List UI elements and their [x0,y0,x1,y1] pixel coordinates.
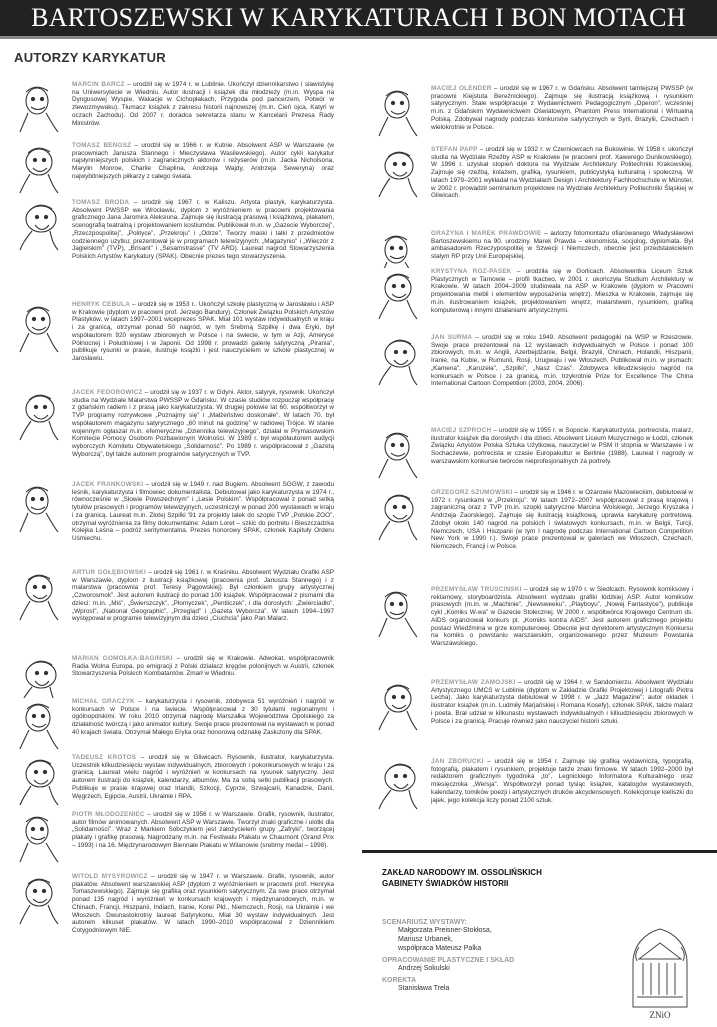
author-bio [431,334,693,388]
credit-label: SCENARIUSZ WYSTAWY: [382,919,467,926]
author-name: JACEK FRANKOWSKI [72,481,144,488]
caricature-thumbnail [14,700,64,750]
author-name: TOMASZ BENGSZ [72,142,132,149]
caricature-thumbnail [14,571,64,621]
author-bio [431,489,693,551]
author-bio [72,811,334,850]
credit-value: współpraca Mateusz Palka [398,945,482,952]
caricature-thumbnail [373,429,423,479]
author-bio-text: – urodził się w 1967 r. w Gdańsku. Absolwent tamtejszej PWSSP (w pracowni Kiejstuta Bereźnickiego). Zajmuje się ilustracją książkową i rysunkiem satyrycznym. Stale współpracuje z Wydawnictwem Pedagogicznym „Operon”, wcześniej m.in. z Gdańskim Wydawnictwem Oświatowym, Phantom Press International i Wirtualną Polską. Zdobywał nagrody podczas konkursów satyrycznych w Syrii, Brazylii, Czechach i wielokrotnie w Polsce. [431,85,693,131]
author-bio [431,758,693,804]
institution-name [382,867,542,889]
credit-value: Mariusz Urbanek, [398,936,453,943]
author-entry [373,427,693,489]
author-bio-text: – urodziła się w Gorlicach. Absolwentka Liceum Sztuk Plastycznych w Tarnowie – profil tkactwo, w 2001 r. ukończyła Studium Architektury w Krakowie. W latach 2004–2009 studiowała na ASP w Krakowie (dyplom w Pracowni projektowania mebli i elementów wyposażenia wnętrz). Mieszka w Krakowie, zajmuje się m.in. ilustrowaniem książek, projektowaniem wnętrz, malarstwem, rysunkiem, grafiką komputerową i innymi działaniami artystycznymi. [431,268,693,314]
author-entry [14,301,334,389]
author-entry [14,481,334,569]
author-bio [72,389,334,458]
author-entry [14,199,334,301]
author-bio [72,81,334,127]
author-bio-text: – urodził się w Krakowie. Adwokat, współpracownik Radia Wolna Europa, po emigracji z Polski działacz kręgów polonijnych w Austrii, członek Stowarzyszenia Polskich Kombatantów. Zmarł w Wiedniu. [72,655,334,678]
right-column [373,85,693,824]
author-name: MICHAŁ GRACZYK [72,698,135,705]
author-bio-text: – urodził się w 1932 r. w Czerniowcach na Bukowinie. W 1958 r. ukończył studia na Wydziale Rzeźby ASP w Krakowie (w pracowni prof. Xawerego Dunikowskiego). W 1996 r. uzyskał stopień doktora na Wydziale Architektury Politechniki Krakowskiej. Zajmuje się rzeźbą, kolażem, grafiką, rysunkiem, publicystyką kulturalną i społeczną. W latach 1979–2001 wykładał na Wydziałach Design i Architektury Fachhochschule w Münster, w 2002 r. prowadził seminarium projektowe na Wydziale Architektury Politechniki Śląskiej w Gliwicach. [431,146,693,200]
author-bio-text: – urodził się w 1974 r. w Lublinie. Ukończył dziennikarstwo i slawistykę na Uniwersytecie w Wiedniu. Autor ilustracji i książek dla młodzieży (m.in. Wyspa na Dyngusowej Wyspie, Wakacje w Cichopłakach, Przygoda pod pancerzem, Potwór w zlewozmywaku). Tłumacz książek z zakresu historii najnowszej (m.in. Cień ojca, Katyń w oczach Zachodu). Od 2007 r. doradca sekretarza stanu w Kancelarii Prezesa Rady Ministrów. [72,81,334,127]
author-bio-text: – urodził się w 1956 r. w Warszawie. Grafik, rysownik, ilustrator, autor filmów animowanych. Absolwent ASP w Warszawie. Tworzył znaki graficzne i ulotki dla „Solidarności”. Wraz z Markiem Sobczykiem jest założycielem grupy „Zafryki”, tworzącej plakaty i grafikę prasową. Nagrodzany m.in. na Festiwalu Plakatu w Chaumont (Grand Prix – 1993) i na 16. Międzynarodowym Biennale Plakatu w Wilanowie (srebrny medal – 1998). [72,811,334,849]
author-name: MARIAN GOMÓŁKA-BAGIŃSKI [72,655,173,662]
author-bio-text: – urodził się w 1949 r. nad Bugiem. Absolwent SGGW, z zawodu leśnik, karykaturzysta i filmowiec dokumentalista. Debiutował jako karykaturzysta w 1974 r., równocześnie w „Słowie Powszechnym” i „Lesie Polskim”. Współpracował z ponad setką tytułów prasowych i programów telewizyjnych, uczestniczył w ponad 200 wystawach w kraju i za granicą. Laureat m.in. Złotej Szpilki '91 za projekty lalek do szopki TVP „Polskie ZOO”, otrzymał wyróżnienia za filmy dokumentalne: Adam Loret – szkic do portretu i Bieszczadzka Kolejka Leśna – podróż sentymentalna. Prezes honorowy SPAK, członek Kapituły Orderu Uśmiechu. [72,481,334,542]
institution-line-2: GABINETY ŚWIADKÓW HISTORII [382,879,509,888]
caricature-thumbnail [14,391,64,441]
author-entry [14,389,334,481]
author-bio [431,427,693,466]
banner-title: BARTOSZEWSKI W KARYKATURACH I BON MOTACH [31,3,686,32]
caricature-thumbnail [373,148,423,198]
credit-value: Andrzej Sokulski [398,965,450,972]
author-name: GRZEGORZ SZUMOWSKI [431,489,513,496]
author-entry [373,146,693,230]
author-bio-text: – urodził się w roku 1949. Absolwent pedagogiki na WSP w Rzeszowie. Swoje prace prezentował na 12 wystawach indywidualnych w Polsce i ponad 100 zbiorowych, m.in. w Anglii, Azerbejdżanie, Belgii, Brazylii, Chinach, Holandii, Hiszpanii, Iranie, na Kubie, w Rumunii, Rosji, Urugwaju i we Włoszech. Publikował m.in. w pismach: „Kamena”, „Karuzela”, „Szpilki”, „Nasz Czas”. Zdobywca kilkudziesięciu nagród na konkursach w Polsce i za granicą, m.in. trzykrotnie Prize for Excellence The China International Cartoon Competition (2003, 2004, 2006). [431,334,693,388]
author-bio [431,146,693,200]
author-entry [14,142,334,199]
author-entry [373,679,693,758]
caricature-thumbnail [14,201,64,251]
caricature-thumbnail [14,144,64,194]
author-bio-text: – karykaturzysta i rysownik, zdobywca 51 wyróżnień i nagród w konkursach w Polsce i na świecie. Współpracował z 30 tytułami regionalnymi i ogólnopolskimi. W roku 2010 otrzymał nagrodę Marszałka Województwa Opolskiego za działalność twórczą i jako animator kultury. Swoje prace prezentował na wystawach w ponad 40 krajach świata. Otrzymał Małego Eryka oraz honorową odznakę Zasłużony dla SPAK. [72,698,334,736]
author-bio-text: – urodził się w 1946 r. w Ożarowie Mazowieckim, debiutował w 1972 r. rysunkami w „Przekroju”. W latach 1972–2007 współpracował z prasą krajową i zagraniczną oraz z TVP (m.in. szopki satyryczne Marcina Wolskiego, Jerzego Kryszaka i Andrzeja Zaorskiego). Zajmuje się ilustracją książkową, uprawia karykaturę portretową. Zdobył około 140 nagród na polskich i światowych konkursach, m.in. w Belgii, Turcji, Niemczech, USA i Hiszpanii (w tym I nagrodę podczas International Cartoon Competition New York w 1990 r.). Swoje prace prezentował w galeriach we Włoszech, Czechach, Niemczech, Francji i w Polsce. [431,489,693,550]
author-bio [72,698,334,737]
author-name: MACIEJ OLENDER [431,85,492,92]
author-bio [431,230,693,261]
caricature-thumbnail [373,491,423,541]
author-bio-text: – autorzy fotomontażu ofiarowanego Władysławowi Bartoszewskiemu na 90. urodziny. Marek Prawda – ekonomista, socjolog, dyplomata. Był ambasadorem Rzeczypospolitej w Szwecji i Niemczech, obecnie jest przedstawicielem stałym RP przy Unii Europejskiej. [431,230,693,261]
caricature-thumbnail [14,83,64,133]
caricature-thumbnail [14,483,64,533]
author-entry [373,489,693,586]
credit-value: Stanisława Trela [398,985,450,992]
caricature-thumbnail [373,681,423,731]
author-bio [72,569,334,623]
caricature-thumbnail [14,657,64,698]
caricature-thumbnail [373,87,423,137]
author-entry [373,758,693,824]
credit-value: Małgorzata Preisner-Stokłosa, [398,927,492,934]
author-name: MACIEJ SZPROCH [431,427,492,434]
left-column [14,81,334,949]
author-bio [72,301,334,363]
caricature-thumbnail [373,232,423,268]
credit-label: KOREKTA [382,977,417,984]
author-bio-text: – urodził się w 1937 r. w Gdyni. Aktor, satyryk, rysownik. Ukończył studia na Wydziale Malarstwa PWSSP w Gdańsku. W czasie studiów rozpoczął współpracę z gdańskim radiem i z prasą jako karykaturzysta. W drugiej połowie lat 60. współtworzył w TVP programy rozrywkowe „Poznajmy się” i „Małżeństwo doskonałe”. W latach 70. był współautorem magazynu satyrycznego „60 minut na godzinę” w radiowej Trójce. W stanie wojennym ogłaszał m.in. efemeryczne „Dziennika telewizyjnego”, działał w Prymasowskim Komitecie Pomocy Osobom Pozbawionym Wolności. W 1989 r. był współautorem audycji wyborczych Komitetu Obywatelskiego „Solidarność”. Po 1989 r. współpracował z „Gazetą Wyborczą”, był także autorem programów satyrycznych w TVP. [72,389,334,458]
author-entry [373,586,693,679]
author-entry [373,334,693,427]
author-bio [72,655,334,678]
author-bio-text: – urodził się w 1954 r. Zajmuje się grafiką wydawniczą, typografią, fotografią, plakatem i rysunkiem, projektuje także znaki firmowe. W latach 1992–2000 był redaktorem graficznym tygodnika „to”, Legnickiego Informatora Kulturalnego oraz miesięcznika „Wersja”. Współtworzył ponad tysiąc książek, katalogów wystawowych, kalendarzy, tomików poezji i artystycznych druków akcydensowych. Kolekcjonuje kieliszki do jajek, jego kolekcja liczy ponad 2100 sztuk. [431,758,693,804]
author-entry [14,81,334,142]
author-name: PIOTR MŁODOŻENIEC [72,811,145,818]
caricature-thumbnail [373,760,423,810]
author-bio [72,199,334,261]
author-bio-text: – urodził się w 1966 r. w Kutnie. Absolwent ASP w Warszawie (w pracowniach Janusza Stannego i Mieczysława Wasilewskiego). Autor cykli karykatur najsłynniejszych polskich i zagranicznych aktorów i reżyserów (m.in. Jacka Nicholsona, Marylin Monroe, Charlie Chaplina, Andrzeja Wajdy, Andrzeja Sewerynа) oraz najwybitniejszych piłkarzy z całego świata. [72,142,334,180]
author-name: JAN SURMA [431,334,473,341]
author-bio-text: – urodził się w 1953 r.. Ukończył szkołę plastyczną w Jarosławiu i ASP w Krakowie (dyplom w pracowni prof. Jerzego Bandury). Członek Związku Polskich Artystów Plastyków, w latach 1997–2001 wiceprezes SPAK. Miał 101 wystaw indywidualnych w kraju i za granicą, otrzymał ponad 50 nagród, w tym Srebrną Szpilkę i dwa Eryki, był współautorem 920 wystaw zbiorowych w Polsce i na świecie, w tym w Azji, Ameryce Północnej i Południowej i w Japonii. Od 1998 r. prowadzi galerię satyryczną „Pirania”, publikuje rysunki w prasie, ilustruje książki i jest nauczycielem w szkole plastycznej w Jarosławiu. [72,301,334,362]
caricature-thumbnail [373,270,423,320]
author-name: JAN ZBORUCKI [431,758,484,765]
caricature-thumbnail [14,303,64,353]
caricature-thumbnail [373,336,423,386]
ossolineum-logo [625,923,695,1023]
author-entry [14,873,334,949]
logo-text: ZNiO [649,1010,671,1020]
author-bio [431,85,693,131]
author-bio-text: – urodził się 1961 r. w Kraśniku. Absolwent Wydziału Grafiki ASP w Warszawie, dyplom z ilustracji książkowej (pracownia prof. Janusza Stannego) i z malarstwa (pracownia prof. Teresy Pągowskiej). Był członkiem grupy artystycznej „Czworosmok”. Jest autorem ilustracji do ponad 100 książek. Współpracował z pismami dla dzieci: m.in. „Miś”, „Świerszczyk”, „Płomyczek”, „Pentliczek”, i dla dorosłych: „Zwierciadło”, „Wprost”, „National Geographic”, „Przegląd” i „Gazeta Wyborcza”. W latach 1994–1997 występował w programie telewizyjnym dla dzieci „Ciuchcia” jako Pan Malarz. [72,569,334,623]
author-entry [373,230,693,268]
author-bio [72,481,334,543]
institution-line-1: ZAKŁAD NARODOWY IM. OSSOLIŃSKICH [382,868,542,877]
caricature-thumbnail [14,756,64,806]
author-bio-text: – urodził się w Gliwicach. Rysownik, ilustrator, karykaturzysta. Uczestnik kilkudziesięciu wystaw indywidualnych, zbiorowych i pokonkursowych w kraju i za granicą. Laureat wielu nagród i wyróżnień w konkursach na rysunek satyryczny. Jest autorem ilustracji do książek, kalendarzy, albumów. Ma za sobą setki publikacji prasowych. Publikuje w prasie krajowej oraz Irlandii, Szkocji, Cyprze, Szwajcarii, Kanadzie, Danii, Węgrzech, Egipcie, Austrii, Ukrainie i RPA. [72,754,334,800]
caricature-thumbnail [14,875,64,925]
author-entry [373,268,693,334]
author-bio [431,586,693,648]
author-entry [14,754,334,811]
author-name: ARTUR GOŁĘBIOWSKI [72,569,146,576]
author-bio [72,142,334,181]
author-name: TADEUSZ KROTOS [72,754,137,761]
author-bio-text: – urodził się w 1970 r. w Siedlcach. Rysownik komiksowy i reklamowy, storyboardzista. Absolwent wydziału grafiki łódzkiej ASP. Autor komiksów prasowych (m.in. w „Machinie”, „Newsweeku”, „Playboyu”, „Nowej Fantastyce”), publikuje cykl „Komiks W-wa” w Gazecie Stołecznej. W 2000 r. współtwórca Krajowego Centrum ds. AIDS organizował konkurs pt. „Komiks kontra AIDS”. Jest autorem graficznego projektu postaci Wiedźmina w grze komputerowej. Obecnie jest dyrektorem artystycznym Konkursu na komiks o powstaniu warszawskim, organizowanego przez Muzeum Powstania Warszawskiego. [431,586,693,647]
page-banner [0,0,717,36]
author-entry [14,811,334,873]
author-name: STEFAN PAPP [431,146,478,153]
author-name: HENRYK CEBULA [72,301,131,308]
author-entry [14,698,334,754]
author-entry [14,655,334,698]
author-name: PRZEMYSŁAW TRUŚCIŃSKI [431,586,522,593]
author-bio-text: – urodził się w 1947 r. w Warszawie. Grafik, rysownik, autor plakatów. Absolwent warszawskiej ASP (dyplom z wyróżnieniem w pracowni prof. Henryka Tomaszewskiego). Zajmuje się grafiką oraz rysunkiem satyrycznym. Za swe prace otrzymał ponad 135 nagród i wyróżnień w konkursach krajowych i międzynarodowych, m.in. w Chinach, Francji, Hiszpanii, Indiach, Iranie, Korei Płd., Niemczech, Rosji, na Ukrainie i we Włoszech. Dwunastokrotny laureat Satyrykonu. Miał 30 wystaw indywidualnych. Jest autorem kilkuset plakatów. W latach 1990–2010 współpracował z Dziennikiem Cotygodniowym NIE. [72,873,334,934]
footer-panel [362,850,717,1027]
author-name: TOMASZ BRODA [72,199,130,206]
banner-rule [0,36,717,39]
author-bio [431,679,693,725]
author-entry [14,569,334,655]
author-name: WITOLD MYSYROWICZ [72,873,148,880]
author-name: PRZEMYSŁAW ZAMOJSKI [431,679,516,686]
author-bio-text: – urodził się 1967 r. w Kaliszu. Artysta plastyk, karykaturzysta. Absolwent PWSSP we Wrocławiu, dyplom z wyróżnieniem w pracowni projektowania graficznego Jana Jaromira Aleksiuna. Zajmuje się ilustracją prasową i książkową, plakatem, scenografią teatralną i projektowaniem kostiumów. Publikował m.in. w „Gazecie Wyborczej”, „Rzeczpospolitej”, „Polityce”, „Przekroju” i „Odrze”. Tworzy maski i lalki z przedmiotów codziennego użytku; prezentował je w programach telewizyjnych: „Magazynio” i „Wieczór z Jagielskim” (TVP), „Brisant” i „Sesamstrasse” (TV ARD). Laureat nagród Stowarzyszenia Polskich Artystów Karykatury (SPAK). Obecnie prezes tego stowarzyszenia. [72,199,334,260]
credit-label: OPRACOWANIE PLASTYCZNE I SKŁAD [382,957,515,964]
author-bio-text: – urodził się w 1964 r. w Sandomierzu. Absolwent Wydziału Artystycznego UMCS w Lublinie (dyplom w Zakładzie Grafiki Projektowej i Litografii Piotra Lecha). Jako karykaturzysta debiutował w 1998 r. w „Jazz Magazine”; autor okładek i ilustrator książek (m.in. Ludmiły Marjańskiej i Romana Kosefy), członek SPAK, także malarz i poeta. Brał udział w kilkunastu wystawach indywidualnych i kilkudziesięciu zbiorowych w Polsce i za granicą. Pracuje również jako nauczyciel historii sztuki. [431,679,693,725]
author-bio [72,873,334,935]
author-name: JACEK FEDOROWICZ [72,389,143,396]
credits-block [382,915,612,993]
caricature-thumbnail [14,813,64,863]
author-bio-text: – urodził się w 1955 r. w Sopocie. Karykaturzysta, portrecista, malarz, ilustrator książek dla dorosłych i dla dzieci. Absolwent Liceum Muzycznego w Łodzi, członek Związku Artystów Polska Sztuka Użytkowa, nauczyciel w PSM II stopnia w Warszawie i w Sochaczewie, portrecista w czasie Europakultur w Berlinie (1988). Laureat I nagrody w warszawskim konkursie twórców nieprofesjonalnych za portrety. [431,427,693,465]
author-name: GRAŻYNA I MAREK PRAWDOWIE [431,230,542,237]
caricature-thumbnail [373,588,423,638]
author-name: KRYSTYNA RÓŻ-PASEK [431,268,512,275]
author-name: MARCIN BARCZ [72,81,125,88]
author-bio [72,754,334,800]
author-entry [373,85,693,146]
author-bio [431,268,693,314]
section-heading: AUTORZY KARYKATUR [14,50,166,65]
